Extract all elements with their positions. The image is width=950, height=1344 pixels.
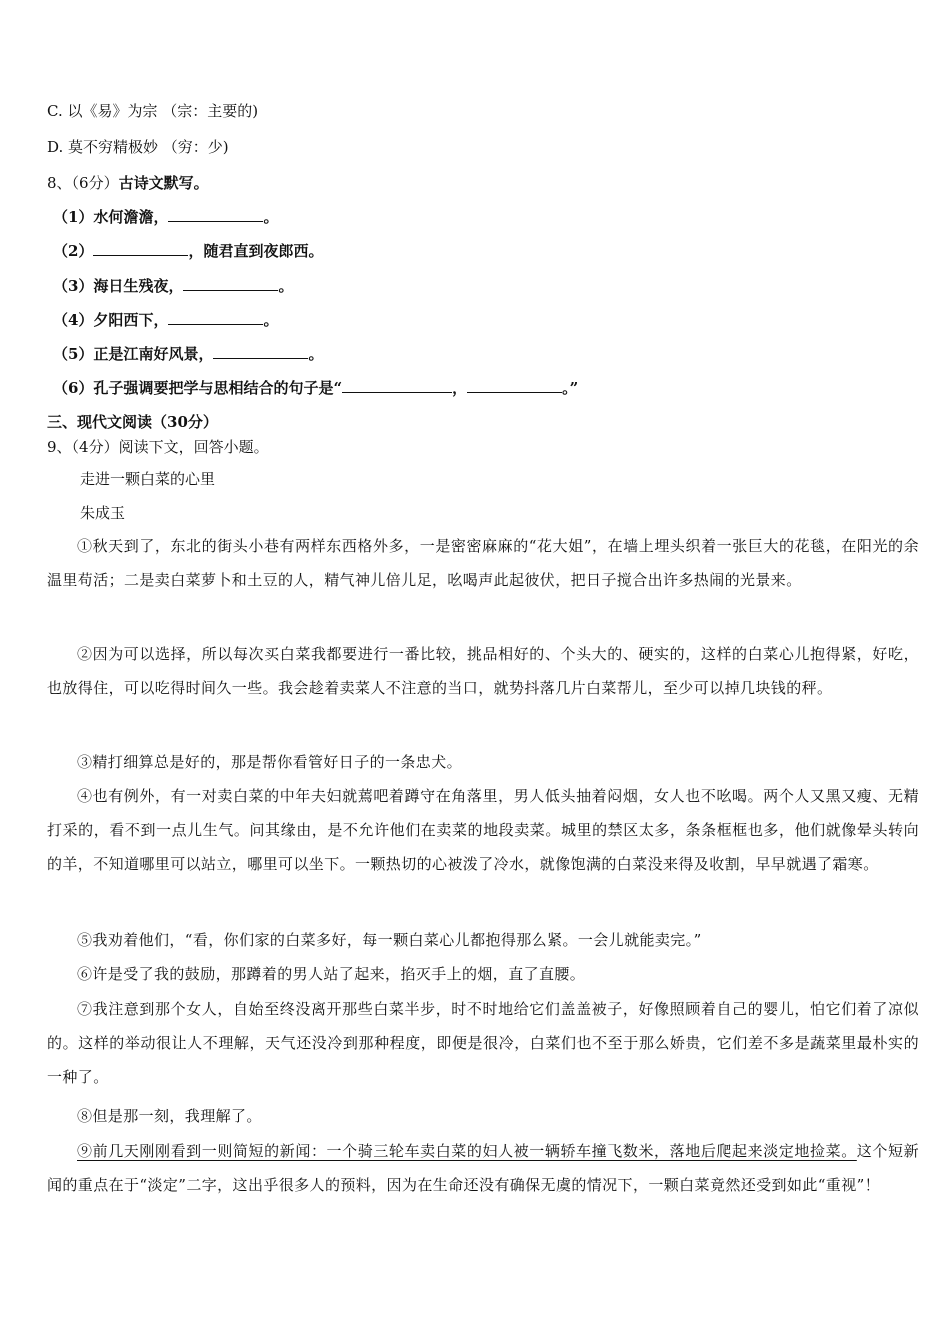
poem-item-text: （5）正是江南好风景， [53,345,214,363]
poem-item-text: 。 [278,277,294,295]
poem-item-3 [53,276,293,296]
poem-item-6 [53,378,578,398]
paragraph-4: ④也有例外，有一对卖白菜的中年夫妇就蔫吧着蹲守在角落里，男人低头抽着闷烟，女人也不吆喝。两个人又黑又瘦、无精打采的，看不到一点儿生气。问其缘由，是不允许他们在卖菜的地段卖菜。城里的禁区太多，条条框框也多，他们就像晕头转向的羊，不知道哪里可以站立，哪里可以坐下。一颗热切的心被泼了冷水，就像饱满的白菜没来得及收割，早早就遇了霜寒。 [47,787,919,873]
poem-item-text: （1）水何澹澹， [53,208,169,226]
answer-blank[interactable] [213,344,308,359]
poem-item-text: （2） [53,242,94,260]
paragraph-9-rest: 这个短新闻的重点在于“淡定”二字，这出乎很多人的预料，因为在生命还没有确保无虞的情况下，一颗白菜竟然还受到如此“重视”！ [47,1142,919,1194]
paragraph-3: ③精打细算总是好的，那是帮你看管好日子的一条忠犬。 [77,753,463,771]
article-title: 走进一颗白菜的心里 [80,470,216,488]
paragraph-5: ⑤我劝着他们，“看，你们家的白菜多好，每一颗白菜心儿都抱得那么紧。一会儿就能卖完。” [77,931,702,949]
answer-blank[interactable] [467,378,562,393]
poem-item-text: 。 [263,208,279,226]
poem-item-text: （6）孔子强调要把学与思相结合的句子是“ [53,379,343,397]
poem-item-text: 。 [308,345,324,363]
paragraph-6: ⑥许是受了我的鼓励，那蹲着的男人站了起来，掐灭手上的烟，直了直腰。 [77,965,586,983]
poem-item-text: （4）夕阳西下， [53,311,169,329]
poem-item-2 [53,241,323,261]
underlined-sentence: ⑨前几天刚刚看到一则简短的新闻：一个骑三轮车卖白菜的妇人被一辆轿车撞飞数米，落地后爬起来淡定地捡菜。 [77,1142,857,1160]
poem-item-text: 。 [263,311,279,329]
poem-item-4 [53,310,278,330]
poem-item-text: ，随君直到夜郎西。 [188,242,324,260]
option-c: C. 以《易》为宗 （宗：主要的) [47,102,259,120]
question-8-header [47,173,209,193]
question-8-number: 8、（6分） [47,174,119,192]
paragraph-9 [47,1134,919,1202]
option-d: D. 莫不穷精极妙 （穷：少) [47,138,229,156]
poem-item-text: （3）海日生残夜， [53,277,184,295]
answer-blank[interactable] [342,378,452,393]
poem-item-text: ， [452,379,468,397]
section-3-heading: 三、现代文阅读（30分） [47,413,218,431]
answer-blank[interactable] [168,310,263,325]
question-8-instruction: 古诗文默写。 [118,174,209,192]
paragraph-8: ⑧但是那一刻，我理解了。 [77,1107,262,1125]
poem-item-5 [53,344,323,364]
paragraph-1: ①秋天到了，东北的街头小巷有两样东西格外多，一是密密麻麻的“花大姐”，在墙上埋头织着一张巨大的花毯，在阳光的余温里苟活；二是卖白菜萝卜和土豆的人，精气神儿倍儿足，吆喝声此起彼伏，把日子搅合出许多热闹的光景来。 [47,537,919,589]
poem-item-1 [53,207,278,227]
answer-blank[interactable] [93,241,188,256]
article-author: 朱成玉 [80,504,126,522]
answer-blank[interactable] [168,207,263,222]
paragraph-7: ⑦我注意到那个女人，自始至终没离开那些白菜半步，时不时地给它们盖盖被子，好像照顾着自己的婴儿，怕它们着了凉似的。这样的举动很让人不理解，天气还没冷到那种程度，即便是很冷，白菜们也不至于那么娇贵，它们差不多是蔬菜里最朴实的一种了。 [47,1000,919,1086]
question-9-header: 9、（4分）阅读下文，回答小题。 [47,438,269,456]
poem-item-text: 。” [562,379,579,397]
answer-blank[interactable] [183,276,278,291]
paragraph-2: ②因为可以选择，所以每次买白菜我都要进行一番比较，挑品相好的、个头大的、硬实的，这样的白菜心儿抱得紧，好吃，也放得住，可以吃得时间久一些。我会趁着卖菜人不注意的当口，就势抖落几片白菜帮儿，至少可以掉几块钱的秤。 [47,645,919,697]
